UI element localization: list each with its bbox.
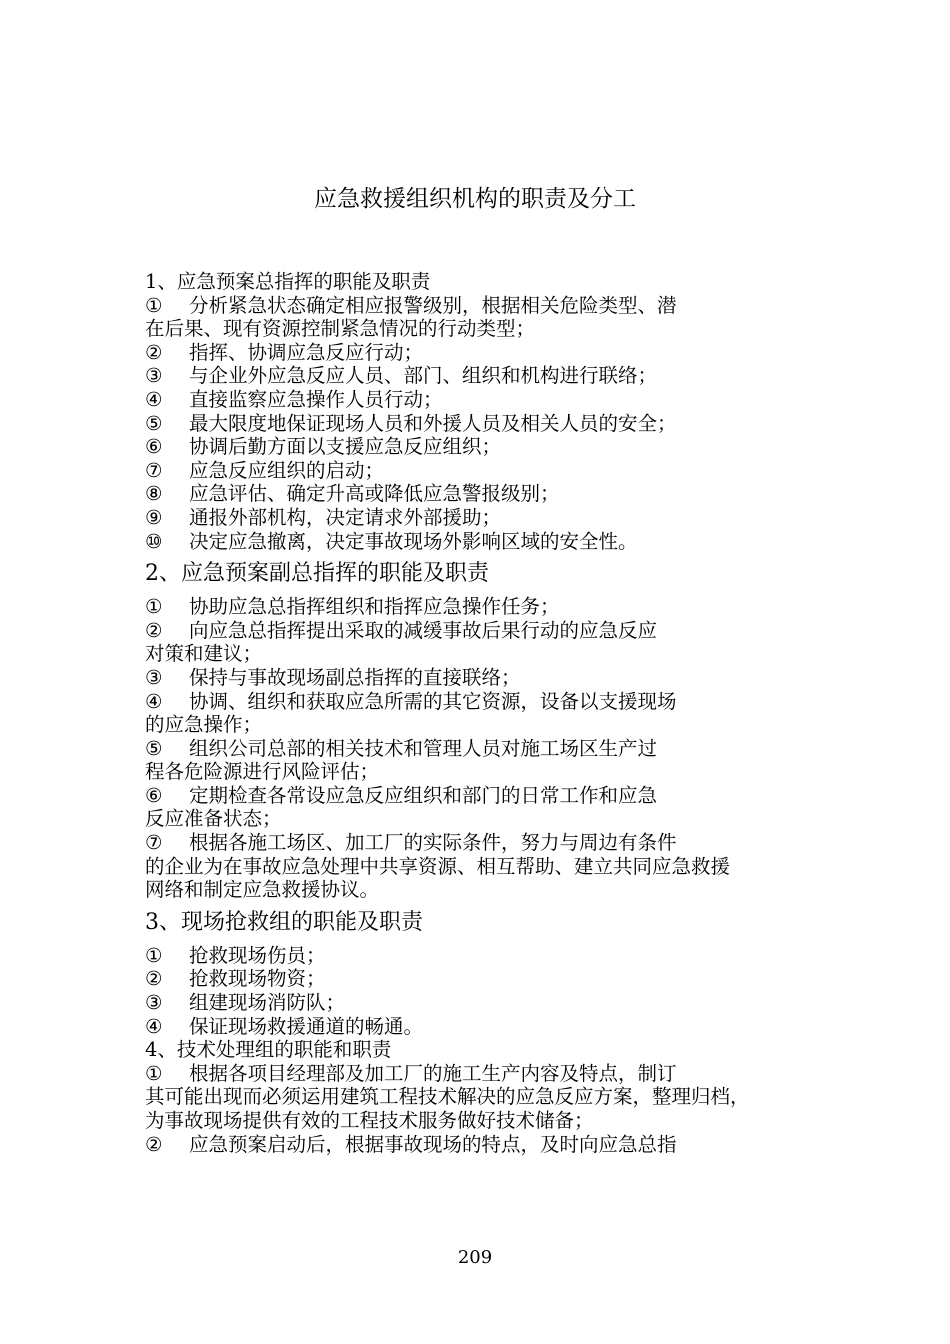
section-3 <box>145 908 835 1038</box>
item-list <box>145 1062 835 1156</box>
item-number: ⑤ <box>145 736 163 760</box>
list-item <box>145 459 835 483</box>
item-number: ⑩ <box>145 529 163 553</box>
item-continuation: 的企业为在事故应急处理中共享资源、相互帮助、建立共同应急救援 <box>145 854 731 878</box>
item-number: ⑧ <box>145 482 163 506</box>
item-number: ② <box>145 1132 163 1156</box>
section-heading: 1、应急预案总指挥的职能及职责 <box>145 270 431 293</box>
item-number: ① <box>145 595 163 619</box>
item-number: ② <box>145 618 163 642</box>
item-text: 与企业外应急反应人员、部门、组织和机构进行联络； <box>189 364 658 388</box>
item-text: 根据各项目经理部及加工厂的施工生产内容及特点，制订 <box>189 1061 677 1085</box>
item-number: ② <box>145 967 163 991</box>
item-number: ① <box>145 943 163 967</box>
item-text: 最大限度地保证现场人员和外援人员及相关人员的安全； <box>189 411 677 435</box>
section-4 <box>145 1038 835 1156</box>
list-item <box>145 1133 835 1157</box>
item-number: ⑤ <box>145 411 163 435</box>
item-continuation: 其可能出现而必须运用建筑工程技术解决的应急反应方案，整理归档， <box>145 1085 750 1109</box>
section-2 <box>145 559 835 902</box>
item-number: ⑦ <box>145 458 163 482</box>
item-text: 应急反应组织的启动； <box>189 458 385 482</box>
section-1 <box>145 270 835 553</box>
item-number: ① <box>145 293 163 317</box>
item-text: 分析紧急状态确定相应报警级别，根据相关危险类型、潜 <box>189 293 677 317</box>
item-number: ① <box>145 1061 163 1085</box>
item-number: ⑦ <box>145 831 163 855</box>
item-text: 直接监察应急操作人员行动； <box>189 387 443 411</box>
item-continuation: 在后果、现有资源控制紧急情况的行动类型； <box>145 317 536 341</box>
item-number: ⑥ <box>145 783 163 807</box>
list-item <box>145 784 835 808</box>
list-item <box>145 1015 835 1039</box>
list-item <box>145 619 835 643</box>
item-text: 应急预案启动后，根据事故现场的特点，及时向应急总指 <box>189 1132 677 1156</box>
list-item <box>145 967 835 991</box>
list-item <box>145 1062 835 1086</box>
item-text: 组织公司总部的相关技术和管理人员对施工场区生产过 <box>189 736 658 760</box>
item-continuation: 的应急操作； <box>145 713 263 737</box>
list-item <box>145 595 835 619</box>
item-text: 向应急总指挥提出采取的减缓事故后果行动的应急反应 <box>189 618 658 642</box>
list-item <box>145 341 835 365</box>
item-text: 指挥、协调应急反应行动； <box>189 340 424 364</box>
list-item <box>145 364 835 388</box>
section-heading: 3、现场抢救组的职能及职责 <box>145 909 423 935</box>
item-text: 组建现场消防队； <box>189 991 346 1015</box>
list-item <box>145 506 835 530</box>
section-heading: 2、应急预案副总指挥的职能及职责 <box>145 561 489 587</box>
item-text: 保持与事故现场副总指挥的直接联络； <box>189 665 521 689</box>
list-item <box>145 482 835 506</box>
item-list <box>145 944 835 1038</box>
list-item <box>145 435 835 459</box>
item-list <box>145 294 835 554</box>
list-item <box>145 991 835 1015</box>
list-item <box>145 412 835 436</box>
item-number: ⑥ <box>145 435 163 459</box>
item-number: ③ <box>145 364 163 388</box>
list-item <box>145 690 835 714</box>
item-number: ③ <box>145 991 163 1015</box>
item-number: ④ <box>145 689 163 713</box>
item-continuation: 程各危险源进行风险评估； <box>145 760 380 784</box>
item-number: ④ <box>145 1014 163 1038</box>
document-body <box>145 270 835 1156</box>
section-heading: 4、技术处理组的职能和职责 <box>145 1038 392 1062</box>
item-text: 根据各施工场区、加工厂的实际条件，努力与周边有条件 <box>189 831 677 855</box>
item-text: 保证现场救援通道的畅通。 <box>189 1014 424 1038</box>
list-item <box>145 294 835 318</box>
item-continuation: 网络和制定应急救援协议。 <box>145 878 380 902</box>
item-text: 决定应急撤离，决定事故现场外影响区域的安全性。 <box>189 529 638 553</box>
item-number: ④ <box>145 387 163 411</box>
item-list <box>145 595 835 902</box>
list-item <box>145 737 835 761</box>
page-number: 209 <box>457 1247 493 1268</box>
item-text: 协调后勤方面以支援应急反应组织； <box>189 435 502 459</box>
item-number: ② <box>145 340 163 364</box>
item-text: 抢救现场物资； <box>189 967 326 991</box>
item-number: ③ <box>145 665 163 689</box>
list-item <box>145 388 835 412</box>
item-text: 应急评估、确定升高或降低应急警报级别； <box>189 482 560 506</box>
item-text: 通报外部机构，决定请求外部援助； <box>189 505 502 529</box>
item-text: 抢救现场伤员； <box>189 943 326 967</box>
item-number: ⑨ <box>145 505 163 529</box>
item-text: 协助应急总指挥组织和指挥应急操作任务； <box>189 595 560 619</box>
item-continuation: 反应准备状态； <box>145 807 282 831</box>
document-title: 应急救援组织机构的职责及分工 <box>314 186 636 212</box>
list-item <box>145 944 835 968</box>
item-continuation: 对策和建议； <box>145 642 263 666</box>
item-text: 协调、组织和获取应急所需的其它资源，设备以支援现场 <box>189 689 677 713</box>
item-continuation: 为事故现场提供有效的工程技术服务做好技术储备； <box>145 1109 594 1132</box>
list-item <box>145 831 835 855</box>
list-item <box>145 666 835 690</box>
list-item <box>145 530 835 554</box>
item-text: 定期检查各常设应急反应组织和部门的日常工作和应急 <box>189 783 658 807</box>
